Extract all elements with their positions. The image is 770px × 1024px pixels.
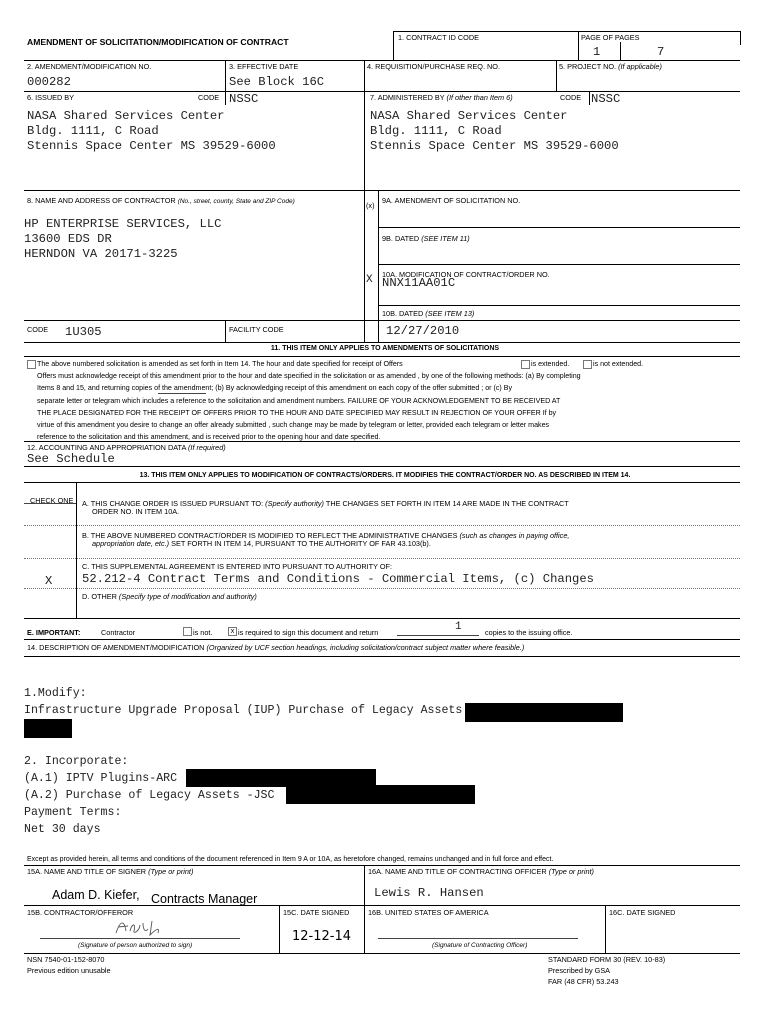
is-extended-label: is extended. [531, 360, 570, 368]
item12-label: 12. ACCOUNTING AND APPROPRIATION DATA (If required) [27, 443, 226, 452]
contract-number: NNX11AA01C [382, 276, 456, 290]
is-not-label: is not. [193, 628, 213, 637]
contract-id-label: 1. CONTRACT ID CODE [398, 33, 479, 42]
standard-form: STANDARD FORM 30 (REV. 10-83) [548, 955, 666, 964]
item16c-label: 16C. DATE SIGNED [609, 908, 676, 917]
item11-line1: The above numbered solicitation is amended as set forth in Item 14. The hour and date specified for receipt of Offers [37, 360, 403, 368]
is-not-checkbox[interactable] [183, 627, 192, 636]
sig-officer-caption: (Signature of Contracting Officer) [432, 942, 528, 949]
requisition-label: 4. REQUISITION/PURCHASE REQ. NO. [367, 62, 500, 71]
item11-checkbox[interactable] [27, 360, 36, 369]
form-title: AMENDMENT OF SOLICITATION/MODIFICATION OF CONTRACT [27, 37, 289, 47]
check-one-label: CHECK ONE [30, 496, 74, 505]
redaction-box [465, 703, 623, 722]
item16b-label: 16B. UNITED STATES OF AMERICA [368, 908, 489, 917]
x-mark-label: (x) [366, 201, 375, 210]
sig-person-caption: (Signature of person authorized to sign) [78, 942, 193, 949]
dated-10b: 12/27/2010 [386, 324, 460, 338]
nsn-number: NSN 7540-01-152-8070 [27, 955, 105, 964]
signer-name: Adam D. Kiefer, [52, 888, 140, 902]
issued-by-label: 6. ISSUED BY [27, 93, 75, 102]
signer-title: Contracts Manager [151, 892, 258, 906]
item9b-label: 9B. DATED (SEE ITEM 11) [382, 234, 470, 243]
contractor-label: 8. NAME AND ADDRESS OF CONTRACTOR (No., street, county, State and ZIP Code) [27, 196, 295, 205]
copies-count: 1 [455, 621, 462, 633]
item13b-line1: B. THE ABOVE NUMBERED CONTRACT/ORDER IS MODIFIED TO REFLECT THE ADMINISTRATIVE CHANGES (such as changes in paying office, [82, 531, 570, 540]
item15b-label: 15B. CONTRACTOR/OFFEROR [27, 908, 134, 917]
redaction-box [286, 785, 475, 804]
desc-line [24, 719, 462, 736]
except-text: Except as provided herein, all terms and conditions of the document referenced in Item 9 A or 10A, as heretofore changed, remains unchanged and in full force and effect. [27, 856, 554, 863]
desc-line: (A.2) Purchase of Legacy Assets -JSC [24, 789, 275, 802]
important-label: E. IMPORTANT: [27, 628, 81, 637]
administered-code: NSSC [591, 92, 621, 106]
item13d-label: D. OTHER (Specify type of modification and authority) [82, 592, 257, 601]
item15a-label: 15A. NAME AND TITLE OF SIGNER (Type or print) [27, 867, 194, 876]
officer-name: Lewis R. Hansen [374, 886, 484, 900]
desc-line: (A.1) IPTV Plugins-ARC [24, 772, 178, 785]
is-extended-checkbox[interactable] [521, 360, 530, 369]
item13-header: 13. THIS ITEM ONLY APPLIES TO MODIFICATION OF CONTRACTS/ORDERS. IT MODIFIES THE CONTRACT/ORDER NO. AS DESCRIBED IN ITEM 14. [139, 472, 631, 479]
item13c-mark: X [45, 574, 53, 588]
contractor-word: Contractor [101, 628, 136, 637]
administered-code-label: CODE [560, 93, 582, 102]
administered-label: 7. ADMINISTERED BY (If other than Item 6) [370, 93, 513, 102]
prescribed-by: Prescribed by GSA [548, 966, 611, 975]
item15c-label: 15C. DATE SIGNED [283, 908, 350, 917]
item10a-label: 10A. MODIFICATION OF CONTRACT/ORDER NO. [382, 270, 550, 279]
effective-date: See Block 16C [229, 75, 325, 89]
item13b-line2: appropriation date, etc.) SET FORTH IN ITEM 14, PURSUANT TO THE AUTHORITY OF FAR 43.103(b). [92, 539, 431, 548]
item13a-line2: ORDER NO. IN ITEM 10A. [92, 507, 180, 516]
desc-line: Net 30 days [24, 823, 101, 836]
item14-label: 14. DESCRIPTION OF AMENDMENT/MODIFICATION (Organized by UCF section headings, including solicitation/contract subject matter where feasible.) [27, 643, 525, 652]
desc-line: 1.Modify: [24, 687, 87, 700]
date-signed: 12-12-14 [292, 929, 352, 944]
contractor-code: 1U305 [65, 325, 102, 339]
page-of-pages-label: PAGE OF PAGES [581, 33, 640, 42]
previous-edition: Previous edition unusable [27, 966, 111, 975]
copies-text: copies to the issuing office. [485, 628, 573, 637]
contractor-code-label: CODE [27, 325, 49, 334]
amendment-no: 000282 [27, 75, 71, 89]
amendment-no-label: 2. AMENDMENT/MODIFICATION NO. [27, 62, 152, 71]
required-text: is required to sign this document and return [238, 628, 379, 637]
contractor-address: HP ENTERPRISE SERVICES, LLC 13600 EDS DR HERNDON VA 20171-3225 [24, 217, 222, 261]
is-not-extended-checkbox[interactable] [583, 360, 592, 369]
item16a-label: 16A. NAME AND TITLE OF CONTRACTING OFFICER (Type or print) [368, 867, 594, 876]
effective-date-label: 3. EFFECTIVE DATE [229, 62, 299, 71]
handwritten-signature [112, 915, 168, 939]
page-number: 1 [593, 45, 601, 59]
description-block [24, 685, 462, 838]
item10b-label: 10B. DATED (SEE ITEM 13) [382, 309, 475, 318]
issued-code: NSSC [229, 92, 259, 106]
issued-by-address: NASA Shared Services Center Bldg. 1111, C Road Stennis Space Center MS 39529-6000 [27, 109, 276, 153]
accounting-data: See Schedule [27, 452, 115, 466]
is-not-extended-label: is not extended. [593, 360, 644, 368]
item13c-label: C. THIS SUPPLEMENTAL AGREEMENT IS ENTERED INTO PURSUANT TO AUTHORITY OF: [82, 562, 393, 571]
desc-line: Infrastructure Upgrade Proposal (IUP) Purchase of Legacy Assets [24, 704, 463, 717]
total-pages: 7 [657, 45, 665, 59]
desc-line [24, 736, 462, 753]
project-no-label: 5. PROJECT NO. (If applicable) [559, 62, 662, 71]
item13c-authority: 52.212-4 Contract Terms and Conditions - Commercial Items, (c) Changes [82, 572, 594, 586]
item13a-line1: A. THIS CHANGE ORDER IS ISSUED PURSUANT TO: (Specify authority) THE CHANGES SET FORTH IN ITEM 14 ARE MADE IN THE CONTRACT [82, 499, 569, 508]
redaction-box [24, 719, 72, 738]
item9a-label: 9A. AMENDMENT OF SOLICITATION NO. [382, 196, 521, 205]
item11-header: 11. THIS ITEM ONLY APPLIES TO AMENDMENTS OF SOLICITATIONS [270, 345, 500, 352]
item10a-mark: X [366, 274, 373, 286]
is-required-checkbox[interactable]: x [228, 627, 237, 636]
administered-by-address: NASA Shared Services Center Bldg. 1111, C Road Stennis Space Center MS 39529-6000 [370, 109, 619, 153]
far-reference: FAR (48 CFR) 53.243 [548, 977, 619, 986]
desc-line: 2. Incorporate: [24, 755, 129, 768]
item11-instructions: Offers must acknowledge receipt of this amendment prior to the hour and date specified in the solicitation or as amended , by one of the following methods: (a) By completing Items 8 and 15, and returning copies of the amendment; (b) By acknowledging receipt of this amendment on each copy of the offer submitted ; or (c) By separate letter or telegram which includes a reference to the solicitation and amendment numbers. FAILURE OF YOUR ACKNOWLEDGEMENT TO BE RECEIVED AT THE PLACE DESIGNATED FOR THE RECEIPT OF OFFERS PRIOR TO THE HOUR AND DATE SPECIFIED MAY RESULT IN REJECTION OF YOUR OFFER If by virtue of this amendment you desire to change an offer already submitted , such change may be made by telegram or letter, provided each telegram or letter makes reference to the solicitation and this amendment, and is received prior to the opening hour and date specified. [37, 372, 581, 442]
desc-line: Payment Terms: [24, 806, 122, 819]
issued-code-label: CODE [198, 93, 220, 102]
facility-code-label: FACILITY CODE [229, 325, 284, 334]
